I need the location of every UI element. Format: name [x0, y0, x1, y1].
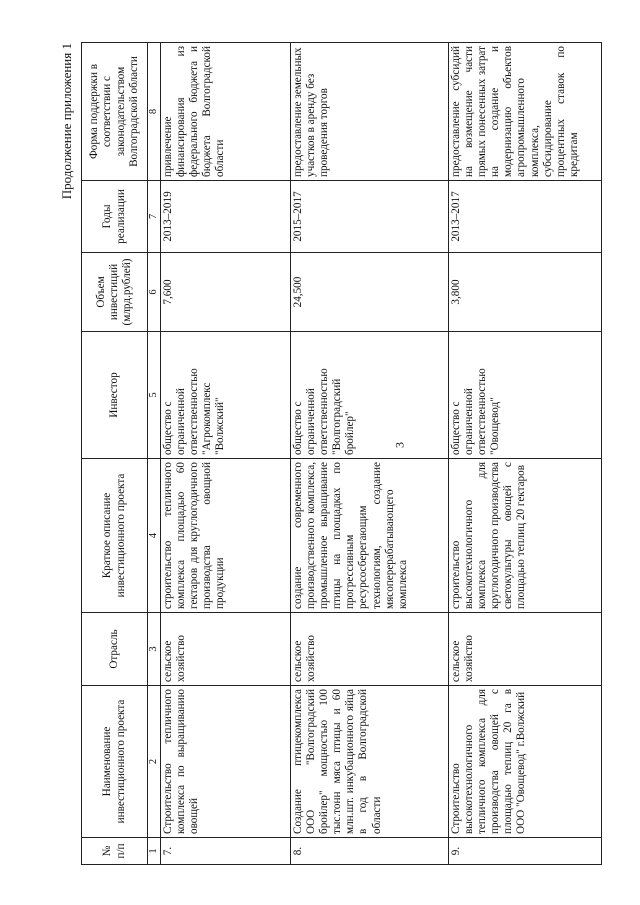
- project-volume: 3,800: [449, 253, 602, 332]
- continuation-label: Продолжение приложения 1: [59, 43, 74, 200]
- column-number: 4: [148, 459, 161, 613]
- investment-projects-table: [81, 42, 602, 865]
- column-number: 7: [148, 181, 161, 253]
- column-number: 2: [148, 686, 161, 838]
- project-volume: 24,500: [291, 253, 449, 332]
- table-row: [449, 43, 602, 865]
- header-name: Наименование инвестиционного проекта: [82, 686, 148, 838]
- column-number-row: [148, 43, 161, 865]
- landscape-content: [59, 43, 601, 865]
- project-support: предоставление субсидий на возмещение части прямых понесенных затрат на создание и модернизацию объектов агропромышленного комплекса, субсидирование процентных ставок по кредитам: [449, 43, 602, 181]
- page-number: 3: [392, 442, 407, 448]
- header-years: Годы реализации: [82, 181, 148, 253]
- table-row: [291, 43, 449, 865]
- project-description: строительство тепличного комплекса площадью 60 гектаров для круглогодичного производства овощной продукции: [161, 459, 291, 613]
- project-volume: 7,600: [161, 253, 291, 332]
- project-industry: сельское хозяйство: [161, 613, 291, 686]
- header-num: № п/п: [82, 838, 148, 865]
- project-years: 2013–2017: [449, 181, 602, 253]
- header-industry: Отрасль: [82, 613, 148, 686]
- rotated-sheet: [59, 43, 601, 865]
- project-years: 2015–2017: [291, 181, 449, 253]
- project-years: 2013–2019: [161, 181, 291, 253]
- header-description: Краткое описание инвестиционного проекта: [82, 459, 148, 613]
- header-volume: Объем инвестиций (млрд.рублей): [82, 253, 148, 332]
- row-number: 9.: [449, 838, 602, 865]
- project-investor: общество с ограниченной ответственностью "Агрокомплекс "Волжский": [161, 332, 291, 459]
- row-number: 7.: [161, 838, 291, 865]
- column-number: 6: [148, 253, 161, 332]
- project-investor: общество с ограниченной ответственностью "Овощевод": [449, 332, 602, 459]
- project-industry: сельское хозяйство: [291, 613, 449, 686]
- project-support: привлечение финансирования из федерального бюджета и бюджета Волгоградской области: [161, 43, 291, 181]
- project-description: строительство высокотехнологичного комплекса для круглогодичного производства светокультуры овощей с площадью теплиц 20 гектаров: [449, 459, 602, 613]
- column-number: 1: [148, 838, 161, 865]
- project-name: Создание птицекомплекса ООО "Волгоградский бройлер" мощностью 100 тыс.тонн мяса птицы и 60 млн.шт. инкубационного яйца в год в Волгоградской области: [291, 686, 449, 838]
- column-number: 5: [148, 332, 161, 459]
- header-row: [82, 43, 148, 865]
- header-support: Форма поддержки в соответствии с законодательством Волгоградской области: [82, 43, 148, 181]
- project-industry: сельское хозяйство: [449, 613, 602, 686]
- project-support: предоставление земельных участков в аренду без проведения торгов: [291, 43, 449, 181]
- column-number: 3: [148, 613, 161, 686]
- project-name: Строительство высокотехнологичного тепличного комплекса для производства овощей с площадью теплиц 20 га в ООО "Овощевод" г.Волжский: [449, 686, 602, 838]
- project-description: создание современного производственного комплекса, промышленное выращивание птицы на площадках по прогрессивным ресурсосберегающим технологиям, создание мясоперерабатывающего комплекса: [291, 459, 449, 613]
- project-name: Строительство тепличного комплекса по выращиванию овощей: [161, 686, 291, 838]
- row-number: 8.: [291, 838, 449, 865]
- table-row: [161, 43, 291, 865]
- column-number: 8: [148, 43, 161, 181]
- header-investor: Инвестор: [82, 332, 148, 459]
- project-investor: общество с ограниченной ответственностью "Волгоградский бройлер": [291, 332, 449, 459]
